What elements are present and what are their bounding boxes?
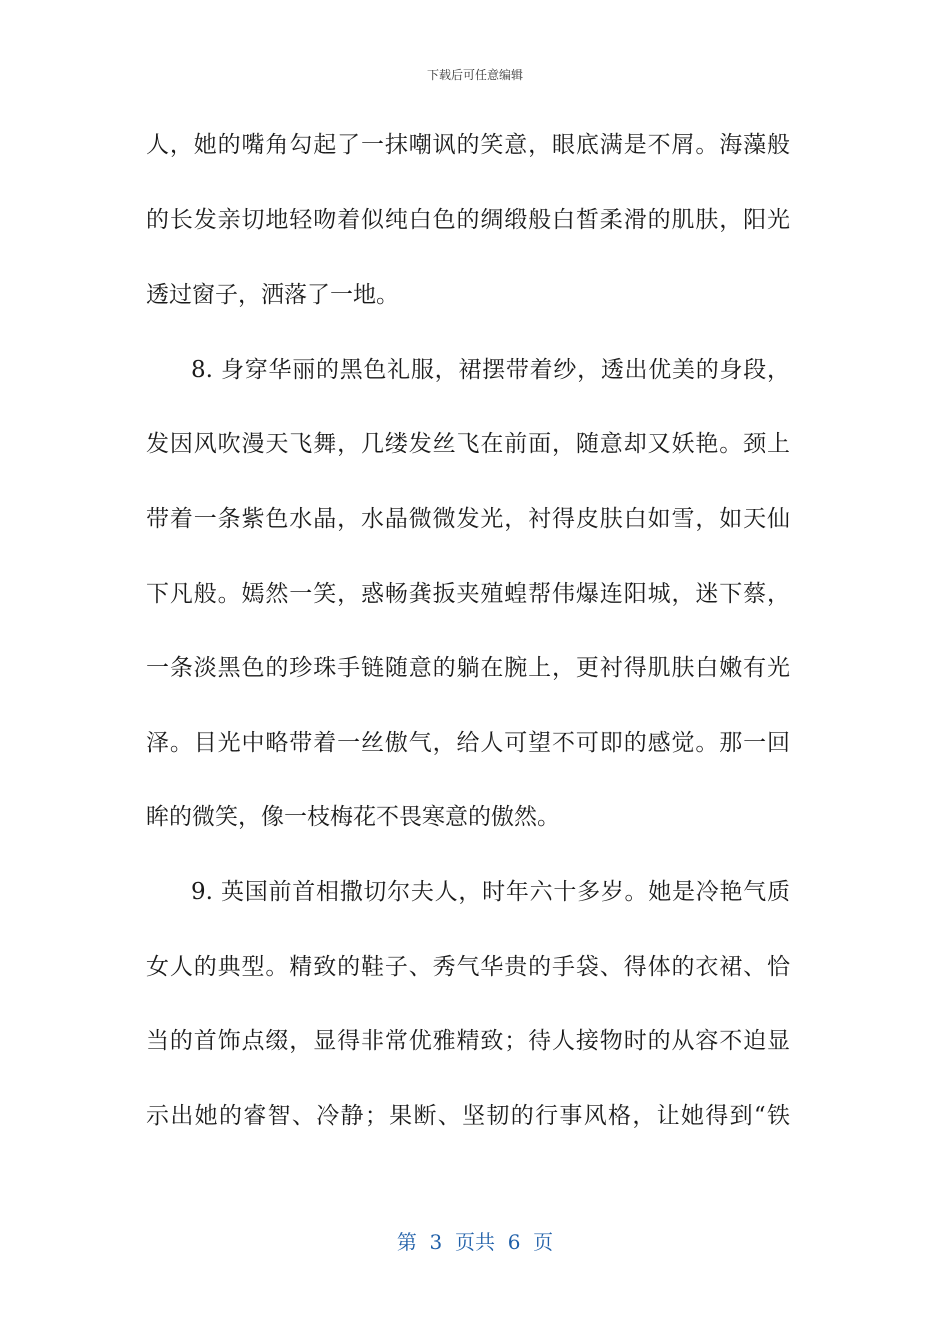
text-line: 一条淡黑色的珍珠手链随意的躺在腕上，更衬得肌肤白嫩有光: [146, 655, 790, 681]
text-line: 的长发亲切地轻吻着似纯白色的绸缎般白皙柔滑的肌肤，阳光: [146, 207, 790, 233]
text-line: 带着一条紫色水晶，水晶微微发光，衬得皮肤白如雪，如天仙: [146, 506, 790, 532]
page-number-footer: 第 3 页共 6 页: [396, 1230, 554, 1254]
text-line: 发因风吹漫天飞舞，几缕发丝飞在前面，随意却又妖艳。颈上: [146, 431, 790, 457]
text-line: 当的首饰点缀，显得非常优雅精致；待人接物时的从容不迫显: [146, 1028, 790, 1054]
text-line: 8. 身穿华丽的黑色礼服，裙摆带着纱，透出优美的身段，: [191, 357, 790, 383]
text-line: 9. 英国前首相撒切尔夫人，时年六十多岁。她是冷艳气质: [191, 879, 790, 905]
page-header: 下载后可任意编辑: [426, 68, 523, 82]
text-line: 下凡般。嫣然一笑，惑畅龚扳夹殖蝗帮伟爆连阳城，迷下蔡，: [146, 581, 790, 607]
text-line: 泽。目光中略带着一丝傲气，给人可望不可即的感觉。那一回: [146, 730, 790, 756]
text-line: 透过窗子，洒落了一地。: [146, 282, 399, 308]
text-line: 人，她的嘴角勾起了一抹嘲讽的笑意，眼底满是不屑。海藻般: [146, 132, 790, 158]
text-line: 示出她的睿智、冷静；果断、坚韧的行事风格，让她得到“铁: [146, 1103, 790, 1129]
text-line: 眸的微笑，像一枝梅花不畏寒意的傲然。: [146, 804, 560, 830]
text-line: 女人的典型。精致的鞋子、秀气华贵的手袋、得体的衣裙、恰: [146, 954, 790, 980]
